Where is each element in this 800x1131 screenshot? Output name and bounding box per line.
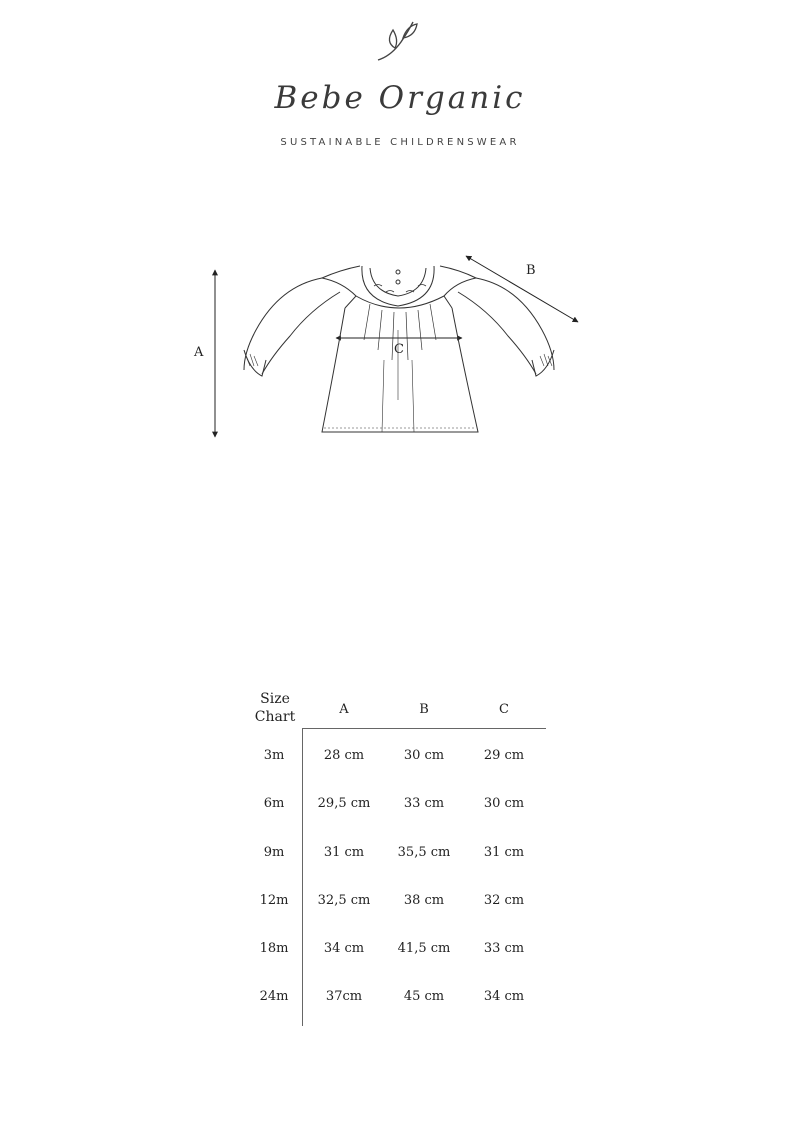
dimension-label-a: A <box>194 345 204 360</box>
measure-b-cell: 38 cm <box>403 893 445 908</box>
table-divider-horizontal <box>302 728 546 729</box>
measure-a-cell: 32,5 cm <box>317 893 371 908</box>
measure-b-cell: 35,5 cm <box>397 845 451 860</box>
brand-tagline: SUSTAINABLE CHILDRENSWEAR <box>280 137 520 148</box>
size-chart-title-line1: Size <box>260 691 290 707</box>
table-row <box>248 845 548 865</box>
dimension-arrow-b <box>466 256 578 322</box>
dimension-label-b: B <box>526 263 536 278</box>
measure-a-cell: 29,5 cm <box>317 796 371 811</box>
leaf-sprig-icon <box>373 16 425 66</box>
size-cell: 9m <box>263 845 285 860</box>
table-row <box>248 893 548 913</box>
measure-b-cell: 45 cm <box>403 989 445 1004</box>
measure-c-cell: 31 cm <box>483 845 525 860</box>
table-row <box>248 989 548 1009</box>
column-header-a: A <box>339 702 349 717</box>
dimension-label-c: C <box>394 342 404 357</box>
size-cell: 12m <box>259 893 289 908</box>
measure-c-cell: 32 cm <box>483 893 525 908</box>
table-row <box>248 796 548 816</box>
measure-c-cell: 29 cm <box>483 748 525 763</box>
brand-name: Bebe Organic <box>274 80 526 116</box>
column-header-c: C <box>499 702 509 717</box>
table-row <box>248 941 548 961</box>
measure-a-cell: 34 cm <box>323 941 365 956</box>
table-divider-vertical <box>302 728 303 1026</box>
size-chart-title-line2: Chart <box>254 709 296 725</box>
measure-a-cell: 31 cm <box>323 845 365 860</box>
size-cell: 18m <box>259 941 289 956</box>
measure-b-cell: 41,5 cm <box>397 941 451 956</box>
column-header-b: B <box>419 702 429 717</box>
measure-b-cell: 33 cm <box>403 796 445 811</box>
table-row <box>248 748 548 768</box>
size-cell: 24m <box>259 989 289 1004</box>
size-chart-title <box>248 690 302 726</box>
measure-c-cell: 30 cm <box>483 796 525 811</box>
measure-a-cell: 28 cm <box>323 748 365 763</box>
measure-a-cell: 37cm <box>325 989 363 1004</box>
measure-c-cell: 34 cm <box>483 989 525 1004</box>
measure-b-cell: 30 cm <box>403 748 445 763</box>
garment-measurement-diagram <box>190 248 590 448</box>
size-chart <box>248 688 558 1033</box>
size-cell: 3m <box>263 748 285 763</box>
measure-c-cell: 33 cm <box>483 941 525 956</box>
size-cell: 6m <box>263 796 285 811</box>
